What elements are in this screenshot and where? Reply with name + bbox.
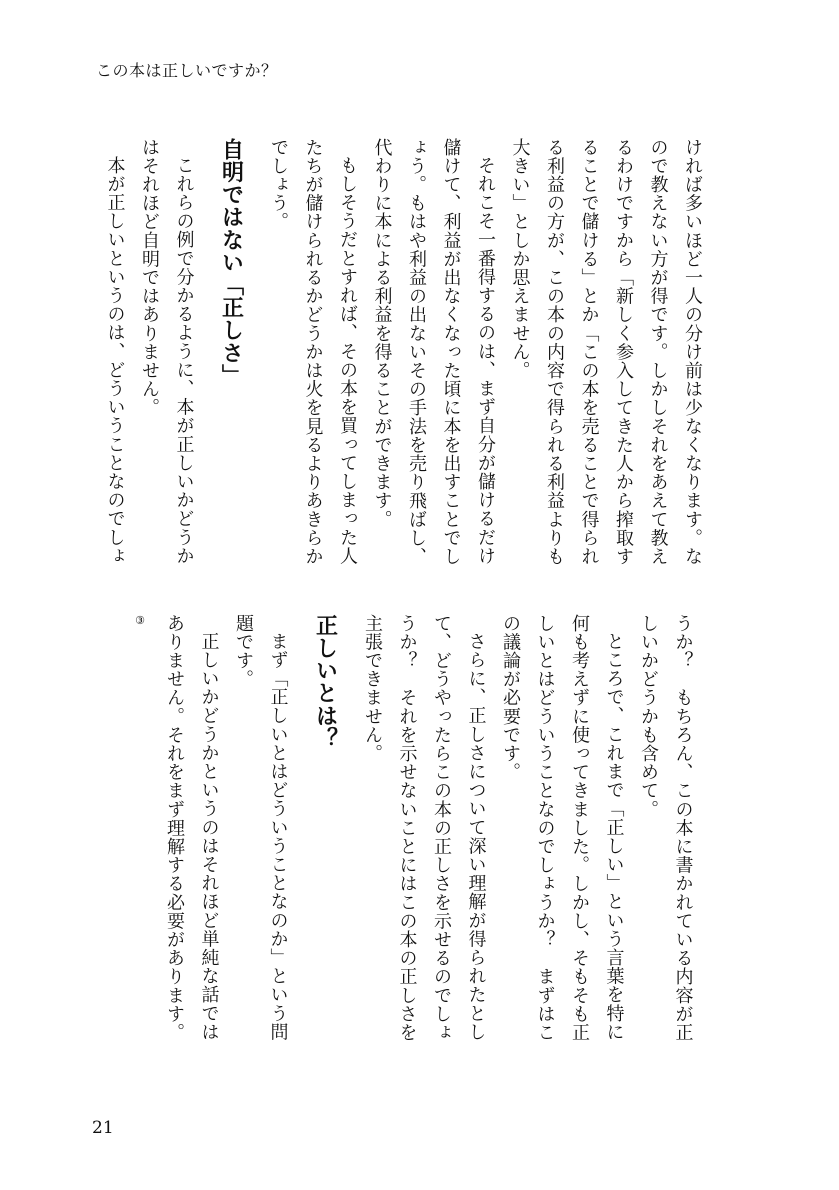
section-heading: 自明ではない「正しさ」 [218, 138, 244, 387]
paragraph: それこそ一番得するのは、まず自分が儲けるだけ儲けて、利益が出なくなった頃に本を出すことでしょう。もはや利益の出ないその手法を売り飛ばし、代わりに本による利益を得ることができます。 [371, 138, 496, 566]
paragraph: これらの例で分かるように、本が正しいかどうかはそれほど自明ではありません。 [139, 138, 195, 566]
paragraph [122, 614, 226, 1044]
paragraph: ところで、これまで「正しい」という言葉を特に何も考えずに使ってきました。しかし、そもそも正しいとはどういうことなのでしょうか？ まずはこの議論が必要です。 [500, 614, 625, 1042]
running-title: この本は正しいですか？ [96, 61, 278, 80]
bottom-text-block [122, 614, 700, 1044]
paragraph-text: 正しいかどうかというのはそれほど単純な話ではありません。それをまず理解する必要があります。 [164, 614, 220, 1042]
top-text-block [97, 138, 709, 578]
footnote-marker: ③ [133, 614, 147, 628]
paragraph: ければ多いほど一人の分け前は少なくなります。なので教えない方が得です。しかしそれをあえて教えるわけですから「新しく参入してきた人から搾取することで儲ける」とか「この本を売ることで得られる利益の方が、この本の内容で得られる利益よりも大きい」としか思えません。 [509, 138, 703, 566]
paragraph: さらに、正しさについて深い理解が得られたとして、どうやったらこの本の正しさを示せるのでしょうか？ それを示せないことにはこの本の正しさを主張できません。 [362, 614, 487, 1042]
paragraph: まず「正しいとはどういうことなのか」という問題です。 [233, 614, 289, 1042]
paragraph: 本が正しいというのは、どういうことなのでしょ [104, 156, 126, 566]
paragraph: もしそうだとすれば、その本を買ってしまった人たちが儲けられるかどうかは火を見るよりあきらかでしょう。 [268, 138, 358, 566]
paragraph: うか？ もちろん、この本に書かれている内容が正しいかどうかも含めて。 [638, 614, 694, 1042]
section-heading: 正しいとは？ [312, 614, 338, 750]
page-number: 21 [92, 1118, 114, 1138]
